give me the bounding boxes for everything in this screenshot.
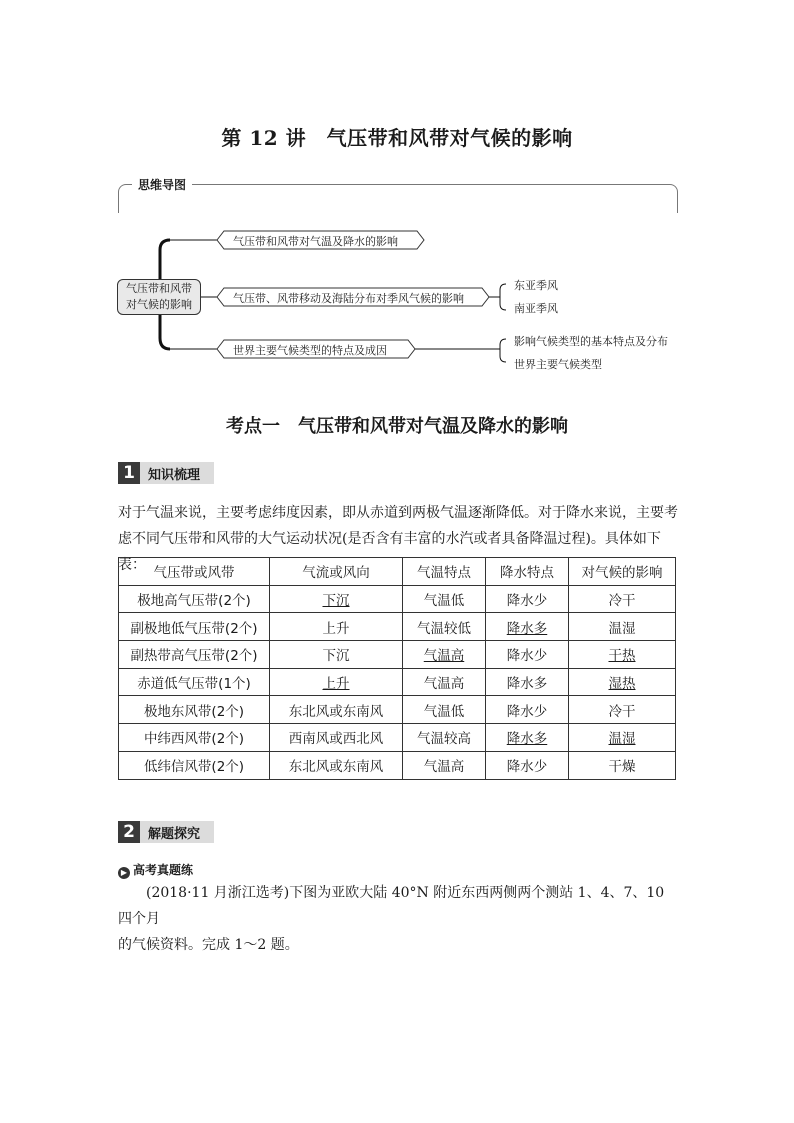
page-title: 第 12 讲 气压带和风带对气候的影响 — [221, 126, 573, 150]
table-row — [119, 751, 676, 779]
mindmap-root-line2: 对气候的影响 — [126, 298, 192, 311]
table-cell: 气温低 — [403, 585, 486, 613]
column-header: 对气候的影响 — [569, 558, 676, 586]
table-cell: 中纬西风带(2个) — [119, 724, 270, 752]
table-cell: 降水多 — [486, 668, 569, 696]
table-cell: 下沉 — [270, 585, 403, 613]
table-row — [119, 585, 676, 613]
mindmap-branch2-child: 南亚季风 — [514, 302, 558, 315]
table-cell: 极地东风带(2个) — [119, 696, 270, 724]
table-cell: 西南风或西北风 — [270, 724, 403, 752]
table-cell: 降水多 — [486, 724, 569, 752]
intro-line: 虑不同气压带和风带的大气运动状况(是否含有丰富的水汽或者具备降温过程)。具体如下表： — [118, 531, 661, 573]
table-cell: 低纬信风带(2个) — [119, 751, 270, 779]
mindmap-branch2: 气压带、风带移动及海陆分布对季风气候的影响 — [233, 292, 464, 305]
table-row — [119, 613, 676, 641]
section-label: 解题探究 — [148, 827, 201, 842]
table-cell: 降水少 — [486, 641, 569, 669]
table-cell: 东北风或东南风 — [270, 696, 403, 724]
table-cell: 降水少 — [486, 585, 569, 613]
table-cell: 赤道低气压带(1个) — [119, 668, 270, 696]
mindmap-branch2-bracket — [489, 284, 506, 310]
question-paragraph — [118, 880, 678, 958]
mindmap-connectors — [0, 0, 794, 400]
section-label: 知识梳理 — [148, 468, 201, 483]
section-title: 考点一 气压带和风带对气温及降水的影响 — [226, 416, 568, 437]
table-cell: 降水少 — [486, 751, 569, 779]
column-header: 气流或风向 — [270, 558, 403, 586]
table-cell: 气温较低 — [403, 613, 486, 641]
table-cell: 冷干 — [569, 585, 676, 613]
table-cell: 上升 — [270, 613, 403, 641]
table-row — [119, 641, 676, 669]
table-row — [119, 696, 676, 724]
mindmap-branch3-child: 影响气候类型的基本特点及分布 — [514, 335, 668, 348]
table-cell: 温湿 — [569, 724, 676, 752]
play-icon: ▶ — [118, 867, 130, 879]
column-header: 气压带或风带 — [119, 558, 270, 586]
table-cell: 副热带高气压带(2个) — [119, 641, 270, 669]
table-cell: 温湿 — [569, 613, 676, 641]
mindmap-root — [117, 279, 201, 315]
practice-label: 高考真题练 — [133, 863, 194, 877]
mindmap-branch3: 世界主要气候类型的特点及成因 — [233, 344, 387, 357]
table-cell: 上升 — [270, 668, 403, 696]
section-header-problem — [118, 821, 214, 843]
climate-table — [118, 557, 676, 780]
mindmap-label: 思维导图 — [132, 176, 192, 193]
question-line: (2018·11 月浙江选考)下图为亚欧大陆 40°N 附近东西两侧两个测站 1、4、7、10 四个月 — [118, 885, 665, 927]
table-cell: 降水少 — [486, 696, 569, 724]
table-cell: 降水多 — [486, 613, 569, 641]
section-number: 2 — [118, 821, 140, 843]
mindmap-branch3-bracket — [415, 339, 506, 362]
table-cell: 东北风或东南风 — [270, 751, 403, 779]
table-cell: 气温低 — [403, 696, 486, 724]
table-cell: 气温较高 — [403, 724, 486, 752]
table-cell: 干燥 — [569, 751, 676, 779]
intro-line: 对于气温来说，主要考虑纬度因素，即从赤道到两极气温逐渐降低。对于降水来说，主要考 — [118, 505, 678, 521]
table-cell: 干热 — [569, 641, 676, 669]
table-cell: 极地高气压带(2个) — [119, 585, 270, 613]
mindmap-root-line1: 气压带和风带 — [126, 282, 192, 295]
practice-heading — [118, 861, 193, 879]
table-cell: 下沉 — [270, 641, 403, 669]
table-row — [119, 668, 676, 696]
section-number: 1 — [118, 462, 140, 484]
mindmap-branch1: 气压带和风带对气温及降水的影响 — [233, 235, 398, 248]
table-cell: 副极地低气压带(2个) — [119, 613, 270, 641]
section-header-knowledge — [118, 462, 214, 484]
table-row — [119, 724, 676, 752]
question-line: 的气候资料。完成 1～2 题。 — [118, 937, 299, 953]
table-cell: 气温高 — [403, 751, 486, 779]
table-header-row — [119, 558, 676, 586]
mindmap-branch2-child: 东亚季风 — [514, 279, 558, 292]
column-header: 降水特点 — [486, 558, 569, 586]
table-cell: 气温高 — [403, 668, 486, 696]
table-cell: 湿热 — [569, 668, 676, 696]
table-cell: 冷干 — [569, 696, 676, 724]
table-cell: 气温高 — [403, 641, 486, 669]
column-header: 气温特点 — [403, 558, 486, 586]
mindmap-branch3-child: 世界主要气候类型 — [514, 358, 602, 371]
